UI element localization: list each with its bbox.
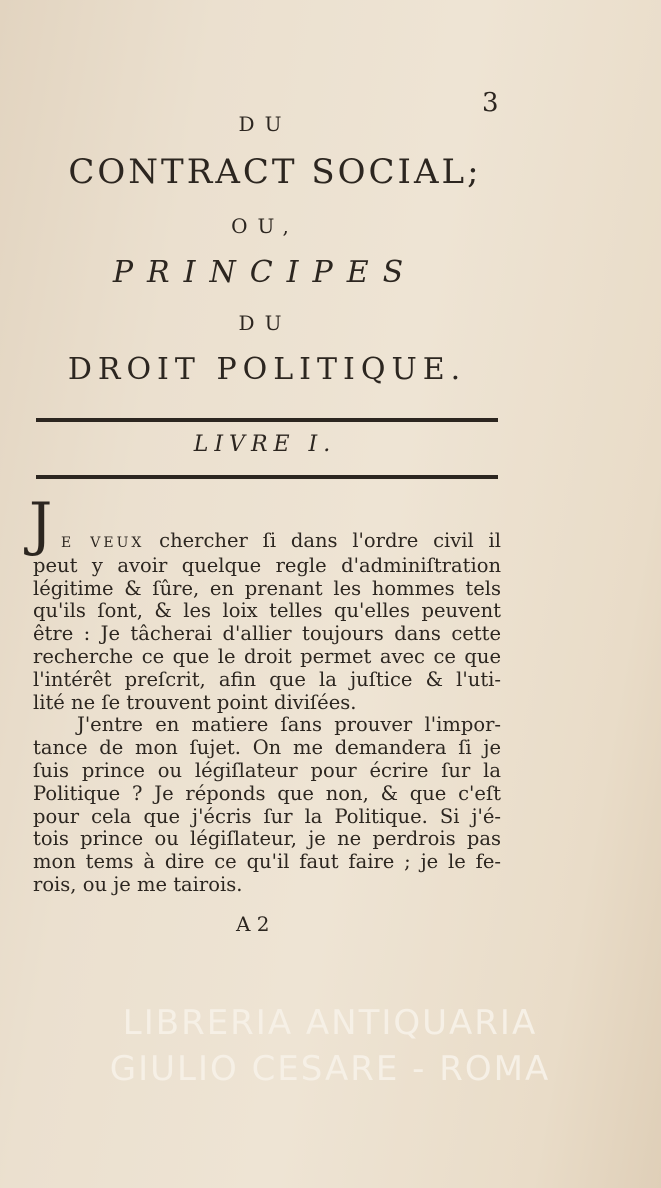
title-principes: PRINCIPES xyxy=(112,255,418,290)
body-text xyxy=(29,490,502,897)
title-du: DU xyxy=(238,112,292,136)
small-caps-opening: E VEUX xyxy=(61,535,145,551)
text-line: tois prince ou légiſlateur, je ne perdrois pas xyxy=(33,827,501,851)
rule-top xyxy=(36,418,498,422)
text-line: mon tems à dire ce qu'il faut faire ; je le fe- xyxy=(33,850,501,874)
text-line: J'entre en matiere ſans prouver l'impor- xyxy=(77,713,501,737)
text-line: légitime & ſûre, en prenant les hommes tels xyxy=(33,576,501,600)
title-du-2: DU xyxy=(238,311,292,335)
page-number: 3 xyxy=(482,88,499,118)
title-droit-politique: DROIT POLITIQUE. xyxy=(67,352,467,387)
text-line: lité ne ſe trouvent point diviſées. xyxy=(33,690,357,714)
text-line: recherche ce que le droit permet avec ce que xyxy=(33,644,501,668)
text-line: pour cela que j'écris ſur la Politique. Si j'é- xyxy=(33,804,501,828)
text-line xyxy=(29,490,502,558)
text-line: peut y avoir quelque regle d'adminiſtration xyxy=(33,553,501,577)
section-heading: LIVRE I. xyxy=(193,432,337,457)
text-line: rois, ou je me tairois. xyxy=(33,872,243,896)
title-ou: OU, xyxy=(231,214,299,238)
text-line: l'intérêt preſcrit, afin que la juſtice & l'uti- xyxy=(33,667,501,691)
watermark: LIBRERIA ANTIQUARIA GIULIO CESARE - ROMA xyxy=(109,1003,551,1089)
text-line: tance de mon ſujet. On me demandera ſi je xyxy=(33,736,501,760)
line-text: chercher ſi dans l'ordre civil il xyxy=(159,529,502,552)
signature-mark: A 2 xyxy=(236,912,270,936)
text-line: qu'ils ſont, & les loix telles qu'elles peuvent xyxy=(33,599,501,623)
text-line: Politique ? Je réponds que non, & que c'eſt xyxy=(33,781,501,805)
text-line: ſuis prince ou légiſlateur pour écrire ſur la xyxy=(33,758,501,782)
title-main: CONTRACT SOCIAL; xyxy=(68,152,482,192)
drop-cap: J xyxy=(29,490,53,558)
text-line: être : Je tâcherai d'allier toujours dans cette xyxy=(33,622,501,646)
rule-bottom xyxy=(36,475,498,479)
